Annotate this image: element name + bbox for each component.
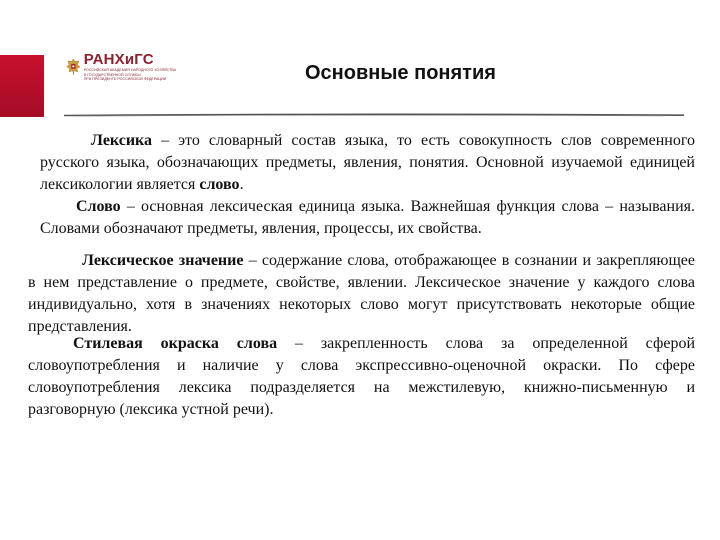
page-title: Основные понятия [305,62,496,84]
eagle-emblem-icon [66,52,81,82]
definition-text: – закрепленность слова за определенной сферой словоупотребления и наличие у слова экспрессивно-оценочной окраски. По сфере словоупотребления лексика подразделяется на межстилевую, книжно-письменную и разговорную (лексика устной речи). [28,335,696,418]
term-style-coloring: Стилевая окраска слова [73,335,278,352]
logo-subtitle-line: РОССИЙСКАЯ АКАДЕМИЯ НАРОДНОГО ХОЗЯЙСТВА [83,68,176,73]
logo-subtitle-line: ПРИ ПРЕЗИДЕНТЕ РОССИЙСКОЙ ФЕДЕРАЦИИ [83,77,167,82]
logo-subtitle-line: И ГОСУДАРСТВЕННОЙ СЛУЖБЫ [83,72,141,77]
term-lexika: Лексика [91,132,153,149]
term-slovo-inline: слово [199,176,240,193]
definition-text: – содержание слова, отображающее в сознании и закрепляющее в нем представление о предмете, свойстве, явлении. Лексическое значение у каждого слова индивидуально, хотя в значениях некоторых слово могут присутствовать некоторые общие представления. [28,252,696,335]
logo-text [84,52,176,81]
definition-text: – это словарный состав языка, то есть совокупность слов современного русского языка, обозначающих предметы, явления, понятия. Основной изучаемой единицей лексикологии является [40,132,695,193]
paragraph-lexika [40,130,695,196]
paragraph-style-coloring [28,333,695,421]
accent-red-bar [0,55,44,117]
paragraph-lexical-meaning [28,250,695,338]
ranepa-logo [66,50,176,84]
sentence-end: . [239,176,244,193]
definition-text: – основная лексическая единица языка. Важнейшая функция слова – называния. Словами обозначают предметы, явления, процессы, их свойства. [40,198,695,237]
term-slovo: Слово [76,198,121,215]
term-lexical-meaning: Лексическое значение [82,252,244,269]
paragraph-slovo [40,196,695,240]
title-underline [64,112,684,118]
logo-name: РАНХиГС [83,51,154,69]
